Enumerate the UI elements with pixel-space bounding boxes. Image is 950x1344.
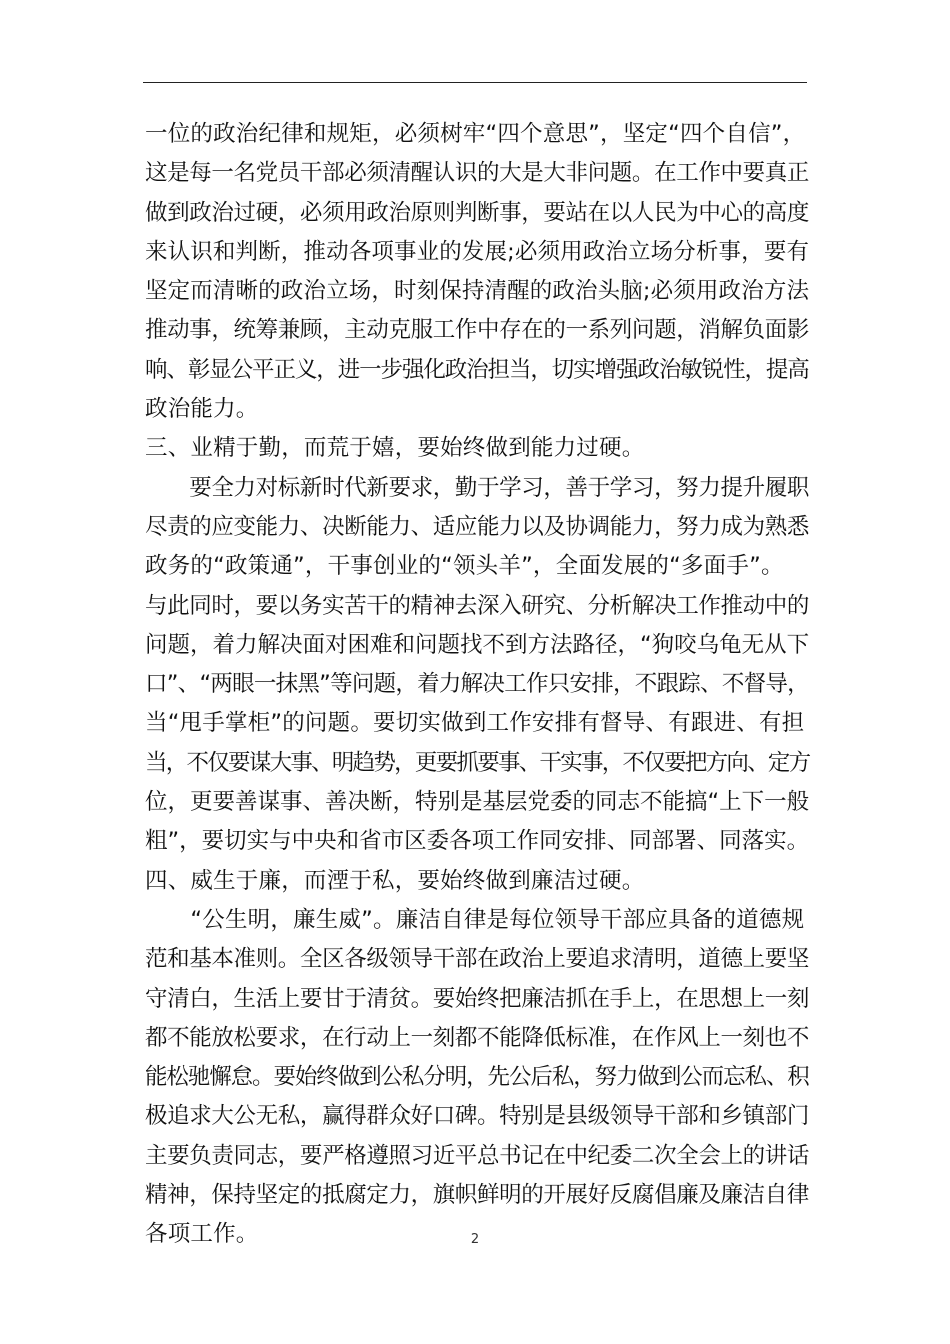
text-line: 政治能力。	[145, 396, 259, 423]
text-line: 位，更要善谋事、善决断，特别是基层党委的同志不能搞“上下一般	[145, 789, 810, 816]
text-line: 当“甩手掌柜”的问题。要切实做到工作安排有督导、有跟进、有担	[145, 710, 805, 737]
text-line: 一位的政治纪律和规矩，必须树牢“四个意思”，坚定“四个自信”，	[145, 121, 806, 147]
text-line: 响、彰显公平正义，进一步强化政治担当，切实增强政治敏锐性，提高	[145, 356, 809, 383]
text-line: 做到政治过硬，必须用政治原则判断事，要站在以人民为中心的高度	[145, 199, 810, 226]
header-rule	[143, 82, 807, 83]
text-line: 这是每一名党员干部必须清醒认识的大是大非问题。在工作中要真正	[145, 160, 810, 187]
text-line: 推动事，统筹兼顾，主动克服工作中存在的一系列问题，消解负面影	[145, 317, 810, 344]
text-line: 都不能放松要求，在行动上一刻都不能降低标准，在作风上一刻也不	[145, 1024, 810, 1051]
text-line: 要全力对标新时代新要求，勤于学习，善于学习，努力提升履职	[145, 474, 810, 501]
text-line: 守清白，生活上要甘于清贫。要始终把廉洁抓在手上，在思想上一刻	[145, 985, 810, 1012]
text-line: 来认识和判断，推动各项事业的发展;必须用政治立场分析事，要有	[145, 238, 810, 265]
text-line: 问题，着力解决面对困难和问题找不到方法路径，“狗咬乌龟无从下	[145, 631, 810, 658]
text-line: 当，不仅要谋大事、明趋势，更要抓要事、干实事，不仅要把方向、定方	[145, 749, 810, 776]
text-line: 坚定而清晰的政治立场，时刻保持清醒的政治头脑;必须用政治方法	[145, 278, 810, 305]
text-line: 极追求大公无私，赢得群众好口碑。特别是县级领导干部和乡镇部门	[145, 1103, 810, 1130]
text-line: “公生明，廉生威”。廉洁自律是每位领导干部应具备的道德规	[145, 906, 805, 933]
text-line: 尽责的应变能力、决断能力、适应能力以及协调能力，努力成为熟悉	[145, 513, 810, 540]
text-line: 政务的“政策通”，干事创业的“领头羊”，全面发展的“多面手”。	[145, 553, 784, 580]
text-line: 口”、“两眼一抹黑”等问题，着力解决工作只安排，不跟踪、不督导，	[145, 671, 809, 698]
text-line: 四、威生于廉，而湮于私，要始终做到廉洁过硬。	[145, 867, 645, 894]
page-number: 2	[470, 1232, 480, 1247]
text-line: 与此同时，要以务实苦干的精神去深入研究、分析解决工作推动中的	[145, 592, 810, 619]
text-line: 各项工作。	[145, 1221, 259, 1248]
document-body	[145, 115, 811, 1255]
text-line: 范和基本准则。全区各级领导干部在政治上要追求清明，道德上要坚	[145, 946, 810, 973]
text-line: 三、业精于勤，而荒于嬉，要始终做到能力过硬。	[145, 435, 645, 462]
text-line: 粗”，要切实与中央和省市区委各项工作同安排、同部署、同落实。	[145, 828, 810, 855]
text-line: 能松驰懈怠。要始终做到公私分明，先公后私，努力做到公而忘私、积	[145, 1064, 809, 1091]
text-line: 精神，保持坚定的抵腐定力，旗帜鲜明的开展好反腐倡廉及廉洁自律	[145, 1182, 810, 1209]
text-line: 主要负责同志，要严格遵照习近平总书记在中纪委二次全会上的讲话	[145, 1142, 810, 1169]
